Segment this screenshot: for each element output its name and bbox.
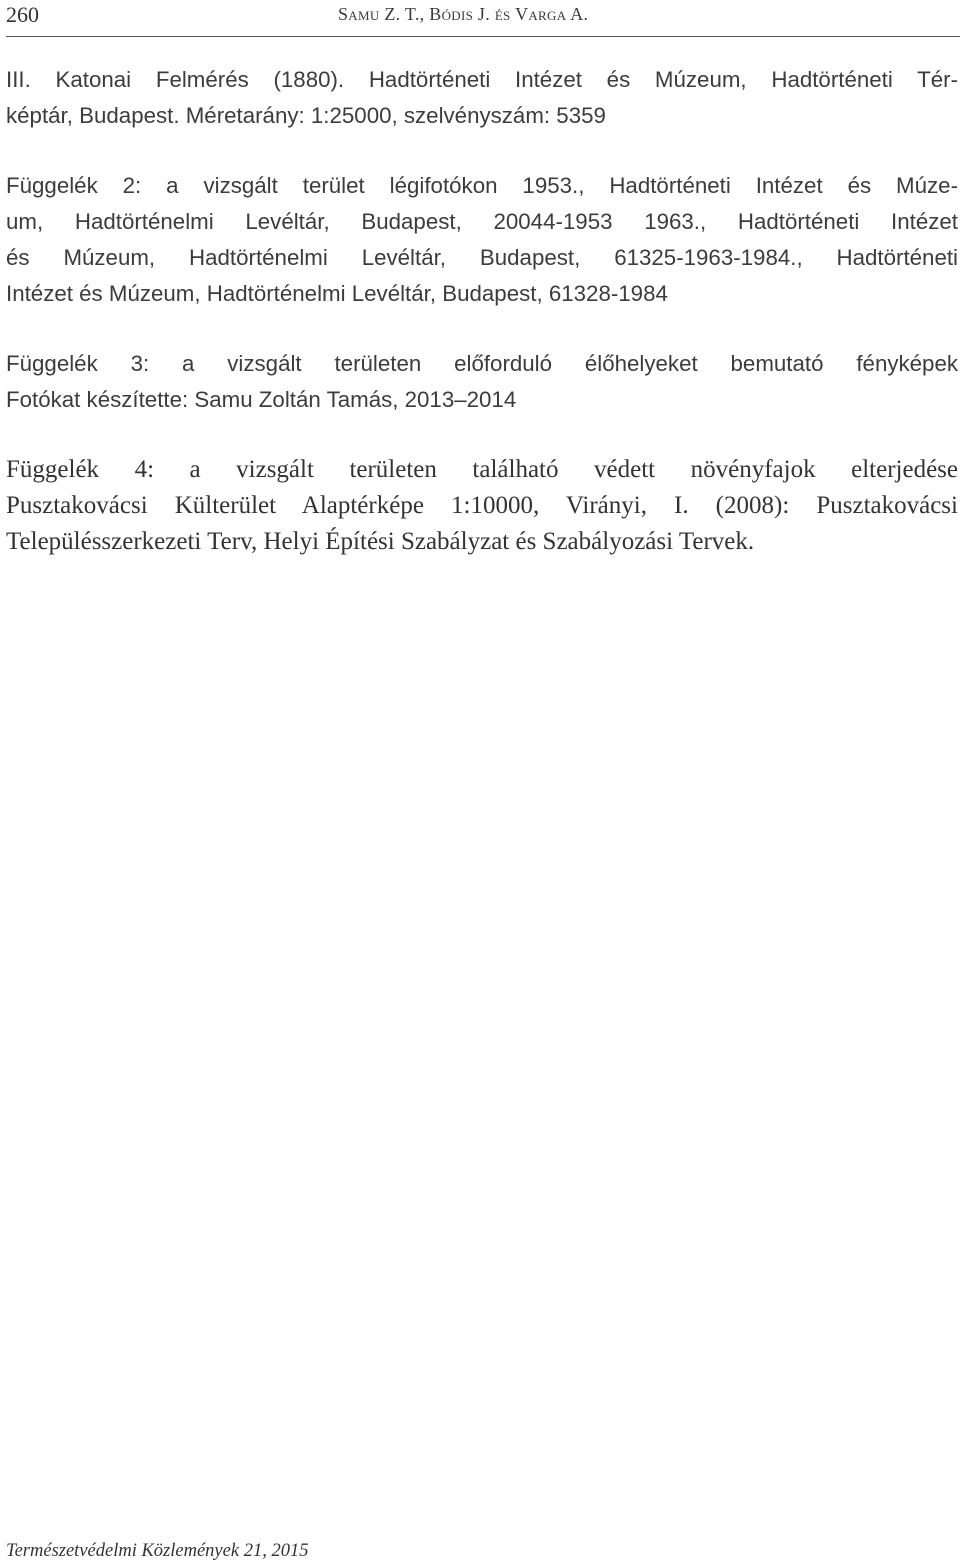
page-footer-journal: Természetvédelmi Közlemények 21, 2015 xyxy=(6,1541,309,1561)
text-line: Pusztakovácsi Külterület Alaptérképe 1:10000, Virányi, I. (2008): Pusztakovácsi xyxy=(6,492,958,519)
text-line: Településszerkezeti Terv, Helyi Építési Szabályzat és Szabályozási Tervek. xyxy=(6,528,755,555)
text-line: Intézet és Múzeum, Hadtörténelmi Levéltár, Budapest, 61328-1984 xyxy=(6,281,668,306)
text-line: III. Katonai Felmérés (1880). Hadtörténeti Intézet és Múzeum, Hadtörténeti Tér- xyxy=(6,67,958,92)
paragraph-appendix-2 xyxy=(6,168,958,312)
running-head-authors: Samu Z. T., Bódis J. és Varga A. xyxy=(338,4,589,24)
text-line: Függelék 3: a vizsgált területen előforduló élőhelyeket bemutató fényképek xyxy=(6,351,958,376)
page-header xyxy=(6,0,960,37)
paragraph-appendix-4 xyxy=(6,452,958,560)
page-number: 260 xyxy=(6,2,39,27)
paragraph-military-survey xyxy=(6,62,958,134)
paragraph-appendix-3 xyxy=(6,346,958,418)
text-line: képtár, Budapest. Méretarány: 1:25000, szelvényszám: 5359 xyxy=(6,103,606,128)
page-body xyxy=(6,62,958,560)
text-line: um, Hadtörténelmi Levéltár, Budapest, 20044-1953 1963., Hadtörténeti Intézet xyxy=(6,209,958,234)
text-line: Fotókat készítette: Samu Zoltán Tamás, 2013–2014 xyxy=(6,387,517,412)
text-line: Függelék 4: a vizsgált területen található védett növényfajok elterjedése xyxy=(6,456,958,483)
text-line: és Múzeum, Hadtörténelmi Levéltár, Budapest, 61325-1963-1984., Hadtörténeti xyxy=(6,245,958,270)
text-line: Függelék 2: a vizsgált terület légifotókon 1953., Hadtörténeti Intézet és Múze- xyxy=(6,173,958,198)
